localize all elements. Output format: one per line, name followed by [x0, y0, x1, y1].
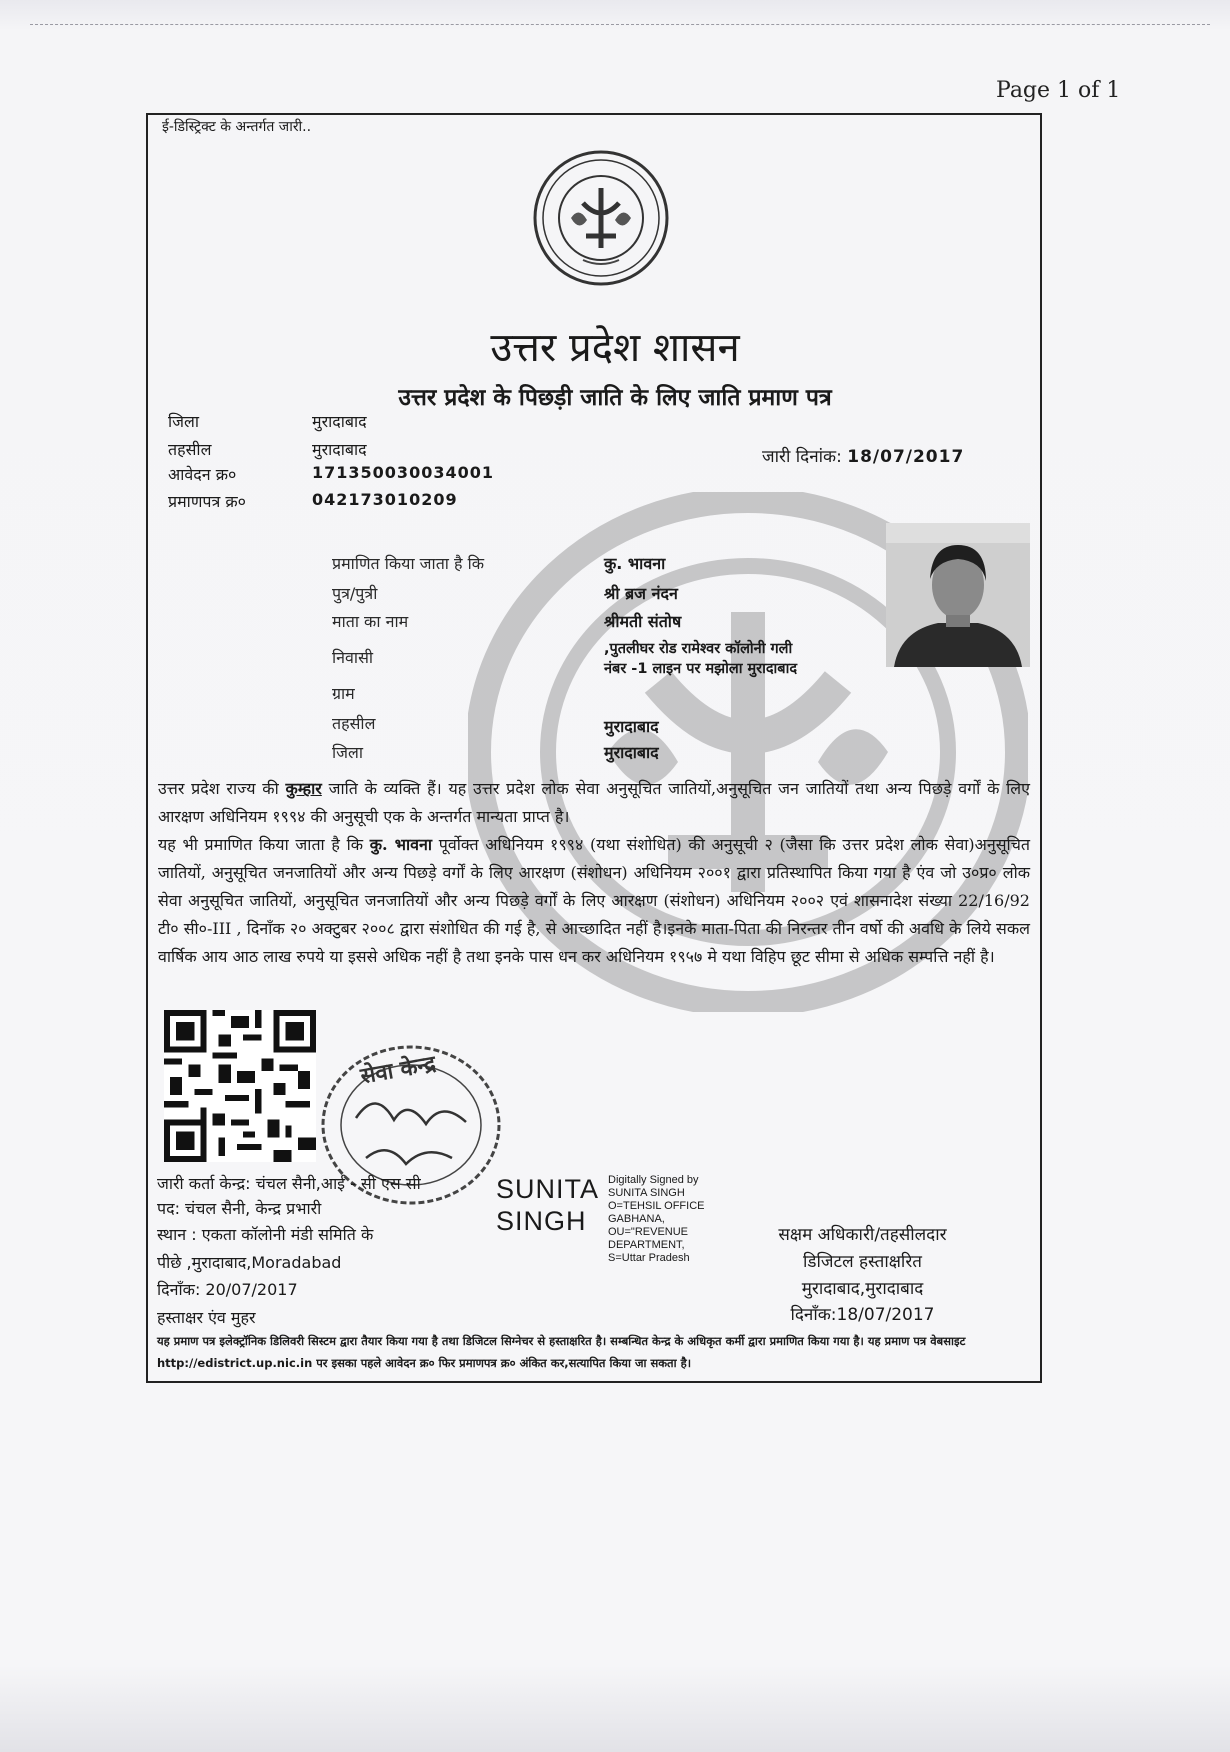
officer-signed: डिजिटल हस्ताक्षरित — [803, 1252, 922, 1272]
caste-name: कुम्हार — [285, 779, 322, 798]
issuer-post: पद: चंचल सैनी, केन्द्र प्रभारी — [157, 1199, 322, 1218]
sig-detail-line: SUNITA SINGH — [608, 1187, 685, 1199]
digital-signer-name-line1: SUNITA — [496, 1174, 600, 1204]
sig-detail-line: GABHANA, — [608, 1213, 665, 1225]
detail-parent-label: पुत्र/पुत्री — [332, 584, 378, 603]
digital-signer-name-line2: SINGH — [496, 1206, 587, 1236]
certificate-body — [158, 775, 1030, 971]
meta-application-value: 171350030034001 — [312, 463, 494, 482]
meta-application-label: आवेदन क्र० — [168, 465, 237, 484]
detail-district-value: मुरादाबाद — [604, 743, 659, 762]
sig-detail-line: S=Uttar Pradesh — [608, 1252, 690, 1264]
meta-district-value: मुरादाबाद — [312, 412, 367, 431]
detail-certify-label: प्रमाणित किया जाता है कि — [332, 554, 485, 573]
detail-parent-value: श्री ब्रज नंदन — [604, 584, 678, 603]
digital-signature-details — [608, 1174, 704, 1265]
meta-certificate-value: 042173010209 — [312, 490, 458, 509]
officer-date: दिनाँक:18/07/2017 — [790, 1305, 935, 1325]
sig-detail-line: OU="REVENUE — [608, 1226, 689, 1238]
officer-title: सक्षम अधिकारी/तहसीलदार — [778, 1225, 947, 1245]
up-government-emblem-icon — [531, 148, 671, 288]
detail-tehsil-label: तहसील — [332, 714, 376, 733]
issuer-place-line1: स्थान : एकता कॉलोनी मंडी समिति के — [157, 1225, 374, 1244]
issuer-place-line2: पीछे ,मुरादाबाद,Moradabad — [157, 1253, 342, 1272]
detail-mother-label: माता का नाम — [332, 612, 409, 631]
body-p2-start: यह भी प्रमाणित किया जाता है कि — [158, 835, 370, 854]
body-p2-name: कु. भावना — [369, 835, 433, 854]
sig-detail-line: O=TEHSIL OFFICE — [608, 1200, 705, 1212]
meta-certificate-label: प्रमाणपत्र क्र० — [168, 492, 246, 511]
detail-mother-value: श्रीमती संतोष — [604, 612, 682, 631]
scan-top-line — [30, 24, 1210, 25]
page-indicator: Page 1 of 1 — [996, 78, 1121, 103]
detail-village-label: ग्राम — [332, 684, 355, 703]
issue-date — [762, 444, 964, 467]
meta-tehsil-label: तहसील — [168, 440, 212, 459]
detail-resident-value-line2: नंबर -1 लाइन पर मझोला मुरादाबाद — [604, 661, 798, 677]
header-note: ई-डिस्ट्रिक्ट के अन्तर्गत जारी.. — [162, 119, 312, 135]
detail-resident-value-line1: ,पुतलीघर रोड रामेश्वर कॉलोनी गली — [604, 641, 793, 657]
issue-date-value: 18/07/2017 — [847, 447, 965, 467]
detail-resident-label: निवासी — [332, 648, 374, 667]
officer-location: मुरादाबाद,मुरादाबाद — [801, 1279, 924, 1299]
detail-tehsil-value: मुरादाबाद — [604, 717, 659, 736]
sig-detail-line: Digitally Signed by — [608, 1174, 699, 1186]
applicant-photo — [886, 523, 1030, 667]
government-title: उत्तर प्रदेश शासन — [490, 325, 740, 371]
issuer-sign-label: हस्ताक्षर एंव मुहर — [157, 1308, 256, 1327]
certificate-title: उत्तर प्रदेश के पिछड़ी जाति के लिए जाति प्रमाण पत्र — [398, 384, 832, 411]
issuer-center: जारी कर्ता केन्द्र: चंचल सैनी,आई - सी एस सी — [157, 1174, 421, 1193]
meta-district-label: जिला — [168, 412, 200, 431]
detail-district-label: जिला — [332, 743, 364, 762]
meta-tehsil-value: मुरादाबाद — [312, 440, 367, 459]
issue-date-label: जारी दिनांक: — [762, 447, 842, 467]
body-p1-end: जाति के व्यक्ति हैं। यह उत्तर प्रदेश लोक सेवा अनुसूचित जातियों,अनुसूचित जन जातियों तथा अन्य पिछड़े वर्गों के लिए आरक्षण अधिनियम १९९४ की अनुसूची एक के अन्तर्गत मान्यता प्राप्त है। — [158, 779, 1030, 826]
stamp-text: सेवा केन्द्र — [358, 1051, 438, 1090]
detail-certify-value: कु. भावना — [604, 554, 666, 573]
footer-note: यह प्रमाण पत्र इलेक्ट्रॉनिक डिलिवरी सिस्टम द्वारा तैयार किया गया है तथा डिजिटल सिग्नेचर से हस्ताक्षरित है। सम्बन्धित केन्द्र के अधिकृत कर्मी द्वारा प्रमाणित किया गया है। यह प्रमाण पत्र वेबसाइट http://edistrict.up.nic.in पर इसका पहले आवेदन क्र० फिर प्रमाणपत्र क्र० अंकित कर,सत्यापित किया जा सकता है। — [157, 1334, 966, 1370]
body-p1-start: उत्तर प्रदेश राज्य की — [158, 779, 286, 798]
issuer-date: दिनाँक: 20/07/2017 — [157, 1280, 298, 1299]
sig-detail-line: DEPARTMENT, — [608, 1239, 685, 1251]
body-p2-end: पूर्वोक्त अधिनियम १९९४ (यथा संशोधित) की अनुसूची २ (जैसा कि उत्तर प्रदेश लोक सेवा)अनुसूचित जातियों, अनुसूचित जनजातियों और अन्य पिछड़े वर्गों के लिए आरक्षण (संशोधन) अधिनियम २००१ द्वारा प्रतिस्थापित किया गया है एंव जो उ०प्र० लोक सेवा अनुसूचित जातियों, अनुसूचित जनजातियों और अन्य पिछड़े वर्गों के लिए आरक्षण (संशोधन) अधिनियम २००२ एवं शासनादेश संख्या 22/16/92 टी० सी०-III , दिनाँक २० अक्टुबर २००८ द्वारा संशोधित की गई है, से आच्छादित नहीं है।इनके माता-पिता की निरन्तर तीन वर्षो की अवधि के लिये सकल वार्षिक आय आठ लाख रुपये या इससे अधिक नहीं है तथा इनके पास धन कर अधिनियम १९५७ मे यथा विहिप छूट सीमा से अधिक सम्पत्ति नहीं है। — [158, 835, 1030, 966]
verification-qr-code — [164, 1010, 316, 1162]
